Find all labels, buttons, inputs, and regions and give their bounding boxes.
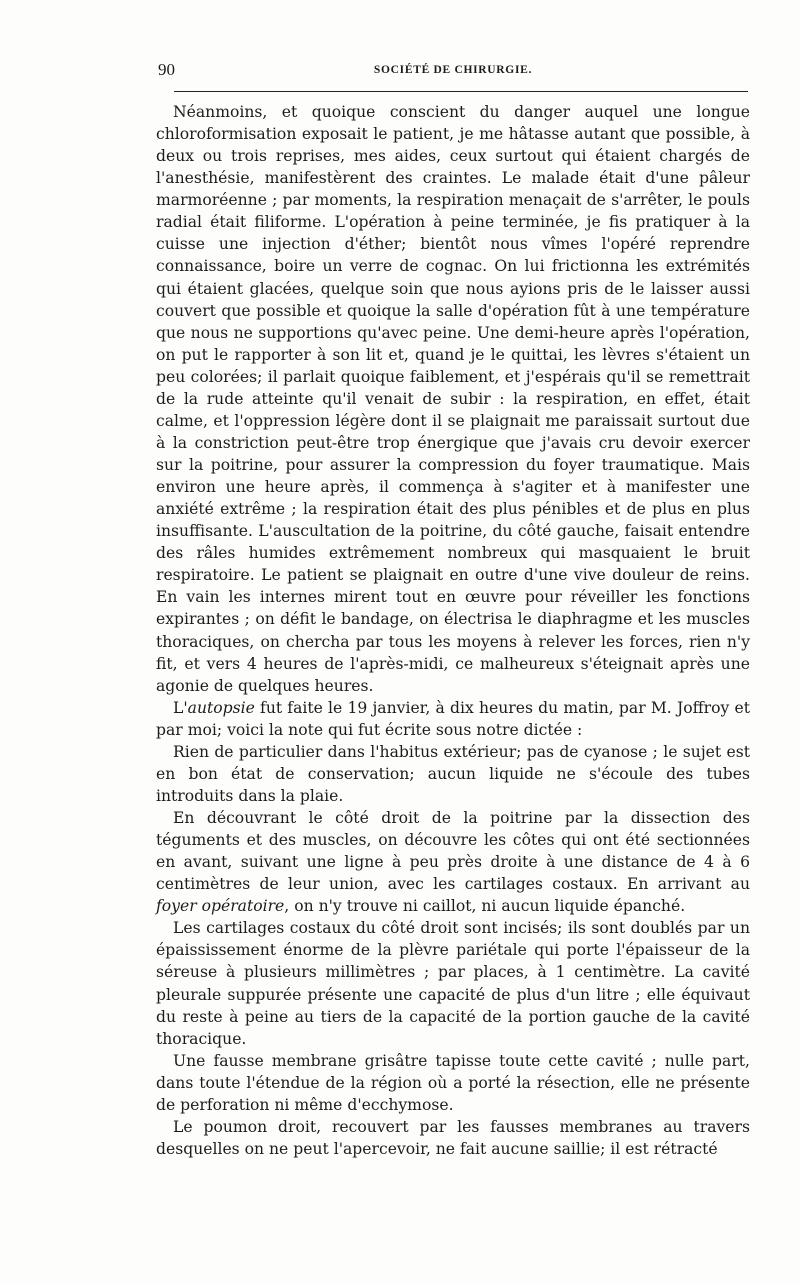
decouvrant-pre: En découvrant le côté droit de la poitrine par la dissection des téguments et des muscles, on découvre les côtes qui ont été sectionnées en avant, suivant une ligne à peu près droite à une distance de 4 à 6 centimètres de leur union, avec les cartilages costaux. En arrivant au [156,809,750,894]
paragraph-fausse-membrane: Une fausse membrane grisâtre tapisse toute cette cavité ; nulle part, dans toute l'étendue de la région où a porté la résection, elle ne présente de perforation ni même d'ecchymose. [156,1051,750,1114]
paragraph-poumon: Le poumon droit, recouvert par les fausses membranes au travers desquelles on ne peut l'apercevoir, ne fait aucune saillie; il est rétracté [156,1117,750,1158]
decouvrant-post: , on n'y trouve ni caillot, ni aucun liquide épanché. [284,897,686,916]
autopsie-italic: autopsie [187,698,255,717]
paragraph-autopsie [156,697,750,741]
page-header [158,60,748,84]
paragraph-cartilages: Les cartilages costaux du côté droit sont incisés; ils sont doublés par un épaississement énorme de la plèvre pariétale qui porte l'épaisseur de la séreuse à plusieurs millimètres ; par places, à 1 centimètre. La cavité pleurale suppurée présente une capacité de plus d'un litre ; elle équivaut du reste à peine au tiers de la capacité de la portion gauche de la cavité thoracique. [156,919,750,1048]
autopsie-pre: L' [173,698,188,717]
running-title: SOCIÉTÉ DE CHIRURGIE. [373,64,533,76]
decouvrant-italic: foyer opératoire [156,897,285,916]
paragraph-decouvrant [156,807,750,917]
paragraph-chloroformisation: Néanmoins, et quoique conscient du danger auquel une longue chloroformisation exposait le patient, je me hâtasse autant que possible, à deux ou trois reprises, mes aides, ceux surtout qui étaient chargés de l'anesthésie, manifestèrent des craintes. Le malade était d'une pâleur marmoréenne ; par moments, la respiration menaçait de s'arrêter, le pouls radial était filiforme. L'opération à peine terminée, je fis pratiquer à la cuisse une injection d'éther; bientôt nous vîmes l'opéré reprendre connaissance, boire un verre de cognac. On lui frictionna les extrémités qui étaient glacées, quelque soin que nous ayions pris de le laisser aussi couvert que possible et quoique la salle d'opération fût à une température que nous ne supportions qu'avec peine. Une demi-heure après l'opération, on put le rapporter à son lit et, quand je le quittai, les lèvres s'étaient un peu colorées; il parlait quoique faiblement, et j'espérais qu'il se remettrait de la rude atteinte qu'il venait de subir : la respiration, en effet, était calme, et l'oppression légère dont il se plaignait me paraissait surtout due à la constriction peut-être trop énergique que j'avais cru devoir exercer sur la poitrine, pour assurer la compression du foyer traumatique. Mais environ une heure après, il commença à s'agiter et à manifester une anxiété extrême ; la respiration était des plus pénibles et de plus en plus insuffisante. L'auscultation de la poitrine, du côté gauche, faisait entendre des râles humides extrêmement nombreux qui masquaient le bruit respiratoire. Le patient se plaignait en outre d'une vive douleur de reins. En vain les internes mirent tout en œuvre pour réveiller les fonctions expirantes ; on défit le bandage, on électrisa le diaphragme et les muscles thoraciques, on chercha par tous les moyens à relever les forces, rien n'y fit, et vers 4 heures de l'après-midi, ce malheureux s'éteignait après une agonie de quelques heures. [156,103,750,695]
body-text [156,101,750,1160]
paragraph-habitus: Rien de particulier dans l'habitus extérieur; pas de cyanose ; le sujet est en bon état de conservation; aucun liquide ne s'écoule des tubes introduits dans la plaie. [156,742,750,805]
page-number: 90 [158,60,175,79]
header-rule [174,91,748,92]
autopsie-post: fut faite le 19 janvier, à dix heures du matin, par M. Joffroy et par moi; voici la note qui fut écrite sous notre dictée : [156,698,750,739]
